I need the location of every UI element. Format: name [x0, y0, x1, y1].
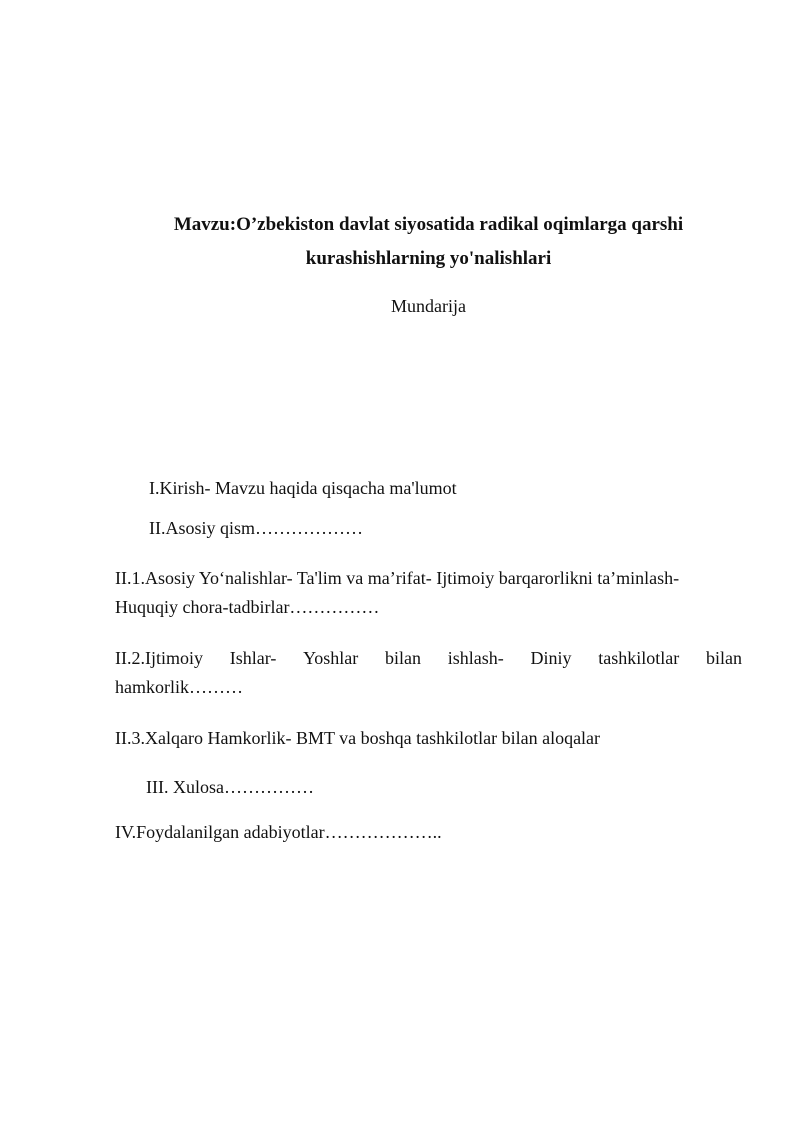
toc-entry-international-cooperation: II.3.Xalqaro Hamkorlik- BMT va boshqa tashkilotlar bilan aloqalar — [115, 728, 601, 748]
toc-word: ishlash- — [447, 648, 504, 668]
toc-entry-main-directions-line-2: Huquqiy chora-tadbirlar…………… — [115, 597, 380, 617]
document-title-line-1: Mavzu:O’zbekiston davlat siyosatida radikal oqimlarga qarshi — [173, 214, 684, 235]
toc-entry-introduction: I.Kirish- Mavzu haqida qisqacha ma'lumot — [149, 478, 457, 498]
toc-word: tashkilotlar — [598, 648, 680, 668]
toc-word: Diniy — [530, 648, 572, 668]
toc-word: Ishlar- — [229, 648, 277, 668]
toc-word: II.2.Ijtimoiy — [115, 648, 203, 668]
toc-entry-social-work-line-2: hamkorlik……… — [115, 677, 243, 697]
toc-entry-references: IV.Foydalanilgan adabiyotlar……………….. — [115, 822, 442, 842]
document-title-line-2: kurashishlarning yo'nalishlari — [305, 248, 552, 269]
toc-entry-main-directions — [115, 564, 742, 622]
toc-word: bilan — [705, 648, 742, 668]
toc-entry-main-directions-line-1: II.1.Asosiy Yo‘nalishlar- Ta'lim va ma’rifat- Ijtimoiy barqarorlikni ta’minlash- — [115, 568, 680, 588]
toc-entry-main-part: II.Asosiy qism……………… — [149, 518, 364, 538]
toc-entry-social-work-line-1 — [115, 644, 742, 673]
document-title — [115, 208, 742, 276]
toc-entry-conclusion: III. Xulosa…………… — [146, 777, 314, 797]
toc-word: Yoshlar — [303, 648, 359, 668]
toc-entry-social-work — [115, 644, 742, 702]
table-of-contents-heading: Mundarija — [391, 296, 466, 316]
toc-word: bilan — [385, 648, 422, 668]
